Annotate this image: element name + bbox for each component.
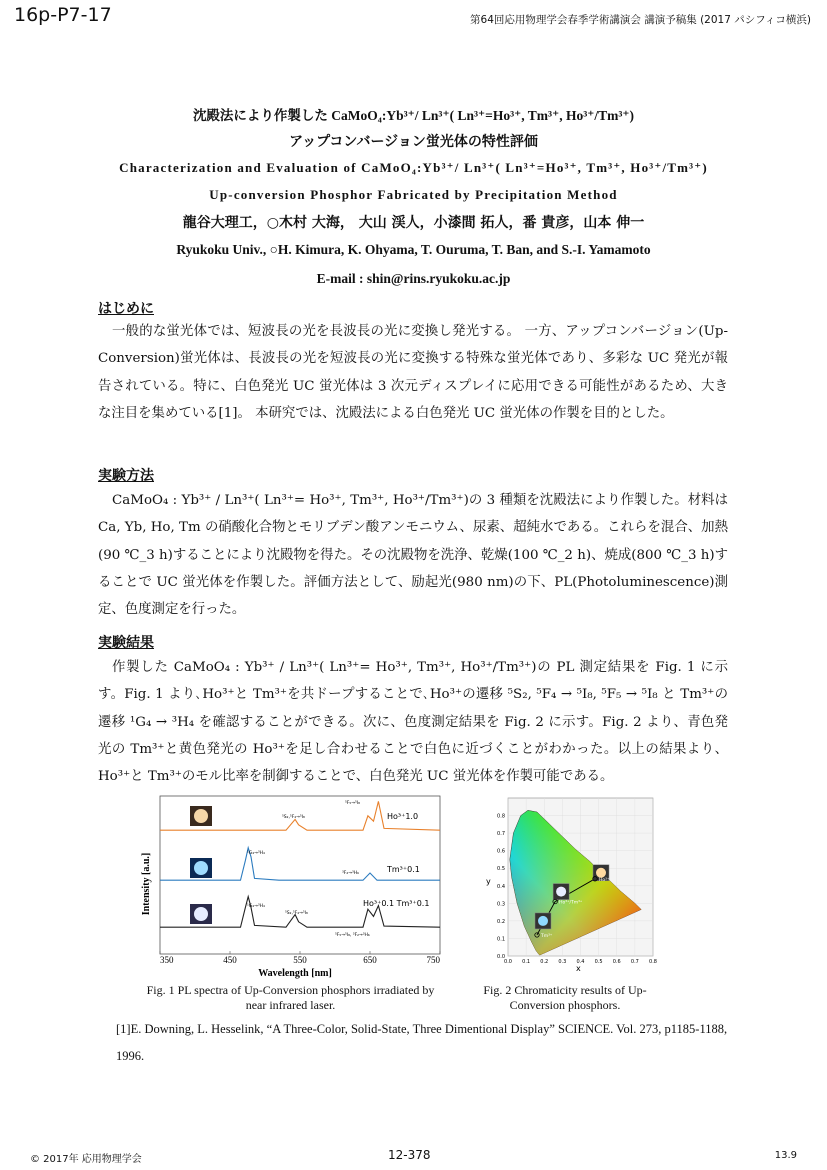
y-tick-label: 0.8 — [497, 813, 505, 820]
annotation-tm-2: ³F₂→³H₆ — [342, 871, 359, 876]
x-tick-label: 0.7 — [630, 959, 639, 965]
annotation-ho-1: ⁵S₂,⁵F₄→⁵I₈ — [282, 815, 305, 820]
authors-ja: 龍谷大理工，○木村 大海， 大山 渓人，小漆間 拓人，番 貴彦，山本 伸一 — [182, 215, 645, 231]
section-heading-method: 実験方法 — [98, 468, 154, 484]
footer-copyright: © 2017年 応用物理学会 — [30, 1154, 142, 1165]
x-tick-label: 0.3 — [558, 959, 567, 965]
annotation-tm-1: ¹G₄→³H₄ — [247, 851, 265, 856]
x-tick-label: 550 — [293, 955, 307, 965]
x-tick-label: 0.0 — [504, 959, 512, 965]
sample-glow — [556, 887, 566, 897]
chromaticity-diagram — [478, 794, 658, 974]
x-tick-label: 650 — [363, 955, 377, 965]
y-axis-label: Intensity [a.u.] — [141, 852, 152, 916]
section-text-intro — [98, 318, 728, 427]
section-text-results — [98, 654, 728, 790]
annotation-hotm-2: ⁵S₂,⁵F₄→⁵I₈ — [285, 911, 308, 916]
title-en-line2: Up-conversion Phosphor Fabricated by Precipitation Method — [209, 187, 618, 202]
title-ja-line2: アップコンバージョン蛍光体の特性評価 — [289, 134, 538, 150]
title-en-line1: Characterization and Evaluation of CaMoO₄:Yb³⁺/ Ln³⁺( Ln³⁺=Ho³⁺, Tm³⁺, Ho³⁺/Tm³⁺) — [119, 160, 708, 175]
reference: [1]E. Downing, L. Hesselink, “A Three-Color, Solid-State, Three Dimentional Display” SCIENCE. Vol. 273, p1185-1188, 1996. — [116, 1022, 728, 1063]
section-heading-results: 実験結果 — [98, 635, 154, 651]
y-axis-label: y — [486, 877, 491, 886]
section-text-method — [98, 487, 728, 623]
title-ja-line1: 沈殿法により作製した CaMoO₄:Yb³⁺/ Ln³⁺( Ln³⁺=Ho³⁺, Tm³⁺, Ho³⁺/Tm³⁺) — [192, 108, 635, 123]
x-tick-label: 450 — [223, 955, 237, 965]
x-tick-label: 0.6 — [612, 959, 621, 965]
ho-glow — [194, 809, 208, 823]
x-tick-label: 0.2 — [540, 959, 549, 965]
legend-ho: Ho³⁺1.0 — [387, 812, 419, 821]
point-label: Tm³⁺ — [541, 933, 553, 939]
tm-glow — [194, 861, 208, 875]
x-tick-label: 750 — [426, 955, 440, 965]
y-tick-label: 0.7 — [497, 831, 505, 838]
point-label: Ho³⁺/Tm³⁺ — [559, 900, 583, 906]
y-tick-label: 0.0 — [497, 954, 505, 960]
sample-glow — [538, 916, 548, 926]
footer-page: 12-378 — [388, 1148, 431, 1162]
annotation-hotm-1: ¹G₄→³H₄ — [247, 904, 265, 909]
y-tick-label: 0.1 — [497, 936, 505, 943]
y-tick-label: 0.3 — [497, 901, 505, 908]
x-tick-label: 0.4 — [576, 959, 585, 965]
sample-glow — [596, 868, 606, 878]
paragraph: CaMoO₄ : Yb³⁺ / Ln³⁺( Ln³⁺= Ho³⁺, Tm³⁺, Ho³⁺/Tm³⁺)の 3 種類を沈殿法により作製した。材料は Ca, Yb, Ho, Tm の硝酸化合物とモリブデン酸アンモニウム、尿素、超純水である。これらを混合、加熱(90 ℃_3 h)することにより沈殿物を得た。その沈殿物を洗浄、乾燥(100 ℃_2 h)、焼成(800 ℃_3 h)することで UC 蛍光体を作製した。評価方法として、励起光(980 nm)の下、PL(Photoluminescence)測定、色度測定を行った。 — [98, 493, 728, 618]
legend-tm: Tm³⁺0.1 — [387, 865, 420, 874]
y-tick-label: 0.6 — [497, 848, 505, 855]
x-tick-label: 0.1 — [522, 959, 531, 965]
y-tick-label: 0.2 — [497, 918, 505, 925]
paragraph: 作製した CaMoO₄ : Yb³⁺ / Ln³⁺( Ln³⁺= Ho³⁺, Tm³⁺, Ho³⁺/Tm³⁺)の PL 測定結果を Fig. 1 に示す。Fig. 1 より､Ho³⁺と Tm³⁺を共ドープすることで､Ho³⁺の遷移 ⁵S₂, ⁵F₄ → ⁵I₈, ⁵F₅ → ⁵I₈ と Tm³⁺の遷移 ¹G₄ → ³H₄ を確認することができる。次に、色度測定結果を Fig. 2 に示す。Fig. 2 より、青色発光の Tm³⁺と黄色発光の Ho³⁺を足し合わせることで白色に近づくことがわかった。以上の結果より、Ho³⁺と Tm³⁺のモル比率を制御することで、白色発光 UC 蛍光体を作製可能である。 — [98, 660, 728, 785]
x-tick-label: 0.5 — [594, 959, 603, 965]
point-label: Ho³⁺ — [599, 877, 610, 883]
conference-name: 第64回応用物理学会春季学術講演会 講演予稿集 (2017 パシフィコ横浜) — [470, 14, 811, 26]
pl-spectra-chart — [141, 794, 440, 980]
figure2-caption: Fig. 2 Chromaticity results of Up-Conversion phosphors. — [483, 983, 647, 1012]
x-axis-label: x — [576, 964, 581, 973]
annotation-ho-2: ⁵F₅→⁵I₈ — [345, 801, 360, 806]
x-tick-label: 350 — [160, 955, 174, 965]
figure1-caption: Fig. 1 PL spectra of Up-Conversion phosphors irradiated by near infrared laser. — [146, 983, 435, 1012]
footer-number: 13.9 — [774, 1150, 797, 1161]
section-heading-intro: はじめに — [98, 301, 154, 317]
paper-code: 16p-P7-17 — [14, 4, 112, 26]
x-axis-label: Wavelength [nm] — [258, 968, 332, 979]
y-tick-label: 0.4 — [497, 883, 505, 890]
paragraph: 一般的な蛍光体では、短波長の光を長波長の光に変換し発光する。 一方、アップコンバージョン(Up-Conversion)蛍光体は、長波長の光を短波長の光に変換する特殊な蛍光体であり、多彩な UC 発光が報告されている。特に、白色発光 UC 蛍光体は 3 次元ディスプレイに応用できる可能性があるため、大きな注目を集めている[1]。 本研究では、沈殿法による白色発光 UC 蛍光体の作製を目的とした。 — [98, 324, 728, 421]
y-tick-label: 0.5 — [497, 866, 505, 873]
annotation-hotm-3: ⁵F₅→⁵I₈, ³F₂→³H₆ — [335, 933, 370, 938]
legend-hotm: Ho³⁺0.1 Tm³⁺0.1 — [363, 899, 430, 908]
x-tick-label: 0.8 — [649, 959, 657, 965]
email: E-mail : shin@rins.ryukoku.ac.jp — [316, 271, 511, 286]
authors-en: Ryukoku Univ., ○H. Kimura, K. Ohyama, T. Ouruma, T. Ban, and S.-I. Yamamoto — [176, 242, 651, 257]
hotm-glow — [194, 907, 208, 921]
